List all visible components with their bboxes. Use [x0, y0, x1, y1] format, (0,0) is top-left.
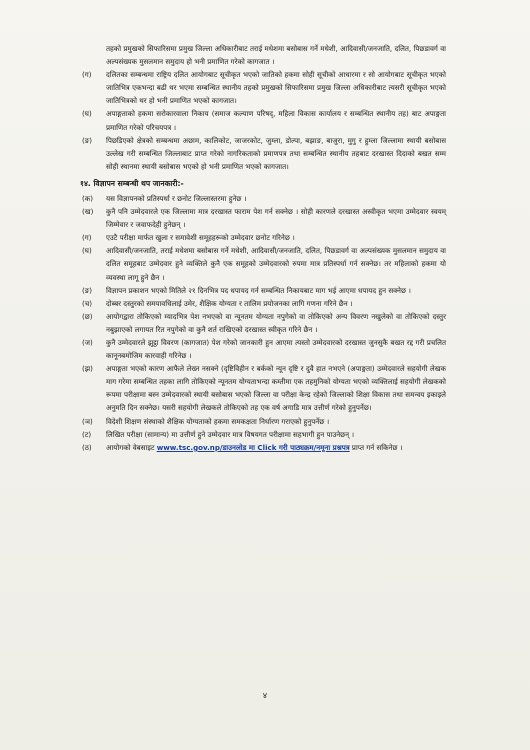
clause-label: (घ) — [82, 109, 92, 119]
info-item-cha — [0, 297, 530, 310]
item-label: (ङ) — [82, 285, 93, 295]
item-text: विदेशी शिक्षण संस्थाको शैक्षिक योग्यताको हकमा समकक्षता निर्धारण गराएको हुनुपर्नेछ । — [106, 416, 330, 426]
item-label: (छ) — [82, 311, 93, 321]
item-label: (ख) — [82, 207, 94, 217]
clause-label: (ग) — [82, 70, 92, 80]
document-content — [0, 42, 530, 454]
text-after-link: प्राप्त गर्न सकिनेछ । — [349, 442, 403, 452]
item-text: कुनै पनि उम्मेदवारले एक जिल्लामा मात्र दरखास्त फाराम पेश गर्न सक्नेछ । सोही कारणले दरखास्त अस्वीकृत भएमा उम्मेदवार स्वयम् जिम्मेवार र जवाफदेही हुनेछन् । — [106, 207, 446, 230]
item-text: लिखित परीक्षा (सामान्य) मा उत्तीर्ण हुने उम्मेदवार मात्र विषयगत परीक्षामा सहभागी हुन पाउनेछन् । — [106, 429, 355, 439]
item-label: (घ) — [82, 246, 92, 256]
info-item-yna — [0, 415, 530, 428]
item-text — [106, 441, 446, 454]
text-before-link: आयोगको वेबसाइट — [106, 442, 157, 452]
item-text: विज्ञापन प्रकाशन भएको मितिले २१ दिनभित्र पद धपायद गर्न सम्बन्धित निकायबाट माग भई आएमा धपायद हुन सक्नेछ । — [106, 285, 411, 295]
website-link[interactable]: www.tsc.gov.np/डाउनलोड मा Click गरी पाठ्यक्रम/नमूना प्रश्नपत्र — [156, 442, 350, 452]
item-label: (ठ) — [82, 442, 92, 452]
item-text: आयोगद्वारा तोकिएको म्यादभित्र पेश नभएको वा न्यूनतम योग्यता नपुगेको वा तोकिएको अन्य विवरण नखुलेको वा तोकिएको दस्तुर नबुझाएको लगायत रित नपुगेको वा कुनै शर्त राखिएको दरखास्त स्वीकृत गरिने छैन । — [106, 311, 446, 334]
info-item-ta — [0, 428, 530, 441]
item-text: कुनै उम्मेदवारले झुट्ठा विवरण (कागजात) पेश गरेको जानकारी हुन आएमा त्यस्तो उम्मेदवारको दरखास्त जुनसुकै बखत रद्द गरी प्रचलित कानूनबमोजिम कारवाही गरिनेछ । — [106, 337, 446, 361]
info-item-ja — [0, 336, 530, 362]
intro-paragraph — [0, 42, 530, 68]
item-label: (ज) — [82, 337, 93, 347]
intro-text: तहको प्रमुखको सिफारिसमा प्रमुख जिल्ला अधिकारीबाट तराई मधेशमा बसोबास गर्ने मधेशी, आदिवासी/जनजाति, दलित, पिछडावर्ग वा अल्पसंख्यक मुसलमान समुदाय हो भनी प्रमाणित गरेको कागजात । — [106, 44, 446, 67]
item-label: (ञ) — [82, 416, 93, 426]
clause-nga — [0, 134, 530, 173]
info-item-ga — [0, 231, 530, 244]
item-text: यस विज्ञापनको प्रतिस्पर्धा र छनोट जिल्लास्तरमा हुनेछ । — [106, 193, 247, 203]
clause-text: दलितका सम्बन्धमा राष्ट्रिय दलित आयोगबाट सूचीकृत भएको जातिको हकमा सोही सूचीको आधारमा र सो आयोगबाट सूचीकृत भएको जातिभित्र एकभन्दा बढी थर भएमा सम्बन्धित स्थानीय तहको प्रमुखको सिफारिसमा प्रमुख जिल्ला अधिकारीबाट त्यसरी सूचीकृत भएको जातिभित्रको थर हो भनी प्रमाणित भएको कागजात। — [106, 70, 446, 106]
info-item-jha — [0, 362, 530, 414]
info-item-ka — [0, 192, 530, 205]
info-item-chha — [0, 310, 530, 336]
clause-gha — [0, 107, 530, 133]
item-label: (क) — [82, 193, 93, 203]
section-number: १४. — [80, 178, 91, 188]
clause-ga — [0, 68, 530, 107]
item-label: (च) — [82, 298, 93, 308]
item-text: अपाङ्गता भएको कारण आफैले लेख्न नसक्ने (दृष्टिविहीन र बर्कको न्यून दृष्टि र दुवै हात नभएने (अपाङ्गता) उम्मेदवारले सहयोगी लेखक माग गरेमा सम्बन्धित तहका लागि तोकिएको न्यूनतम योग्यताभन्दा कम्तीमा एक तहमुनिको योग्यता भएको व्यक्तिलाई सहयोगी लेखकको रूपमा परीक्षामा बस्न उम्मेदवारको स्थायी बसोबास भएको जिल्ला वा परीक्षा केन्द्र रहेको जिल्लाको शिक्षा विकास तथा समन्वय इकाइले अनुमति दिन सक्नेछ। यसरी सहयोगी लेखकले तोकिएको तह एक वर्ष अगाडि मात्र उत्तीर्ण गरेको हुनुपर्नेछ। — [106, 364, 446, 413]
item-label: (झ) — [82, 364, 93, 374]
item-text: आदिवासी/जनजाति, तराई मधेशमा बसोबास गर्ने मधेशी, आदिवासी/जनजाति, दलित, पिछडावर्ग वा अल्पसंख्यक मुसलमान समुदाय वा दलित समूहबाट उम्मेदवार हुने व्यक्तिले कुनै एक समूहको उम्मेदवारको रुपमा मात्र प्रतिस्पर्धा गर्न सक्नेछ। तर महिलाको हकमा यो व्यवस्था लागू हुने छैन । — [106, 246, 446, 282]
section-heading — [80, 177, 530, 190]
info-item-gha — [0, 244, 530, 283]
info-item-kha — [0, 205, 530, 231]
clause-text: पिछडिएको क्षेत्रको सम्बन्धमा अछाम, कालिकोट, जाजरकोट, जुम्ला, डोल्पा, बझाङ, बाजुरा, मुगु र हुम्ला जिल्लामा स्थायी बसोबास उल्लेख गरी सम्बन्धित जिल्लाबाट प्राप्त गरेको नागरिकताको प्रमाणपत्र तथा सम्बन्धित स्थानीय तहबाट दरखास्त दिदाको बखत सम्म सोही स्थानमा स्थायी बसोबास भएको हो भनी प्रमाणित भएको कागजात। — [106, 135, 446, 171]
info-item-nga — [0, 284, 530, 297]
item-label: (ट) — [82, 429, 92, 439]
info-item-tha — [0, 441, 530, 454]
page-number: ४ — [262, 691, 268, 700]
section-title: विज्ञापन सम्बन्धी थप जानकारी:- — [93, 178, 184, 188]
clause-label: (ङ) — [82, 135, 93, 145]
item-label: (ग) — [82, 233, 92, 243]
clause-text: अपाङ्गताको हकमा सरोकारवाला निकाय (समाज कल्याण परिषद्, महिला विकास कार्यालय र सम्बन्धित स्थानीय तह) बाट अपाङ्गता प्रमाणित गरेको परिचयपत्र । — [106, 109, 446, 132]
item-text: दोब्बर दस्तुरको समयावधिलाई उमेर, शैक्षिक योग्यता र तालिम प्रयोजनका लागि गणना गरिने छैन । — [106, 298, 353, 308]
item-text: एउटै परीक्षा मार्फत खुला र समावेशी समूहहरूको उम्मेदवार छनोट गरिनेछ । — [106, 233, 295, 243]
